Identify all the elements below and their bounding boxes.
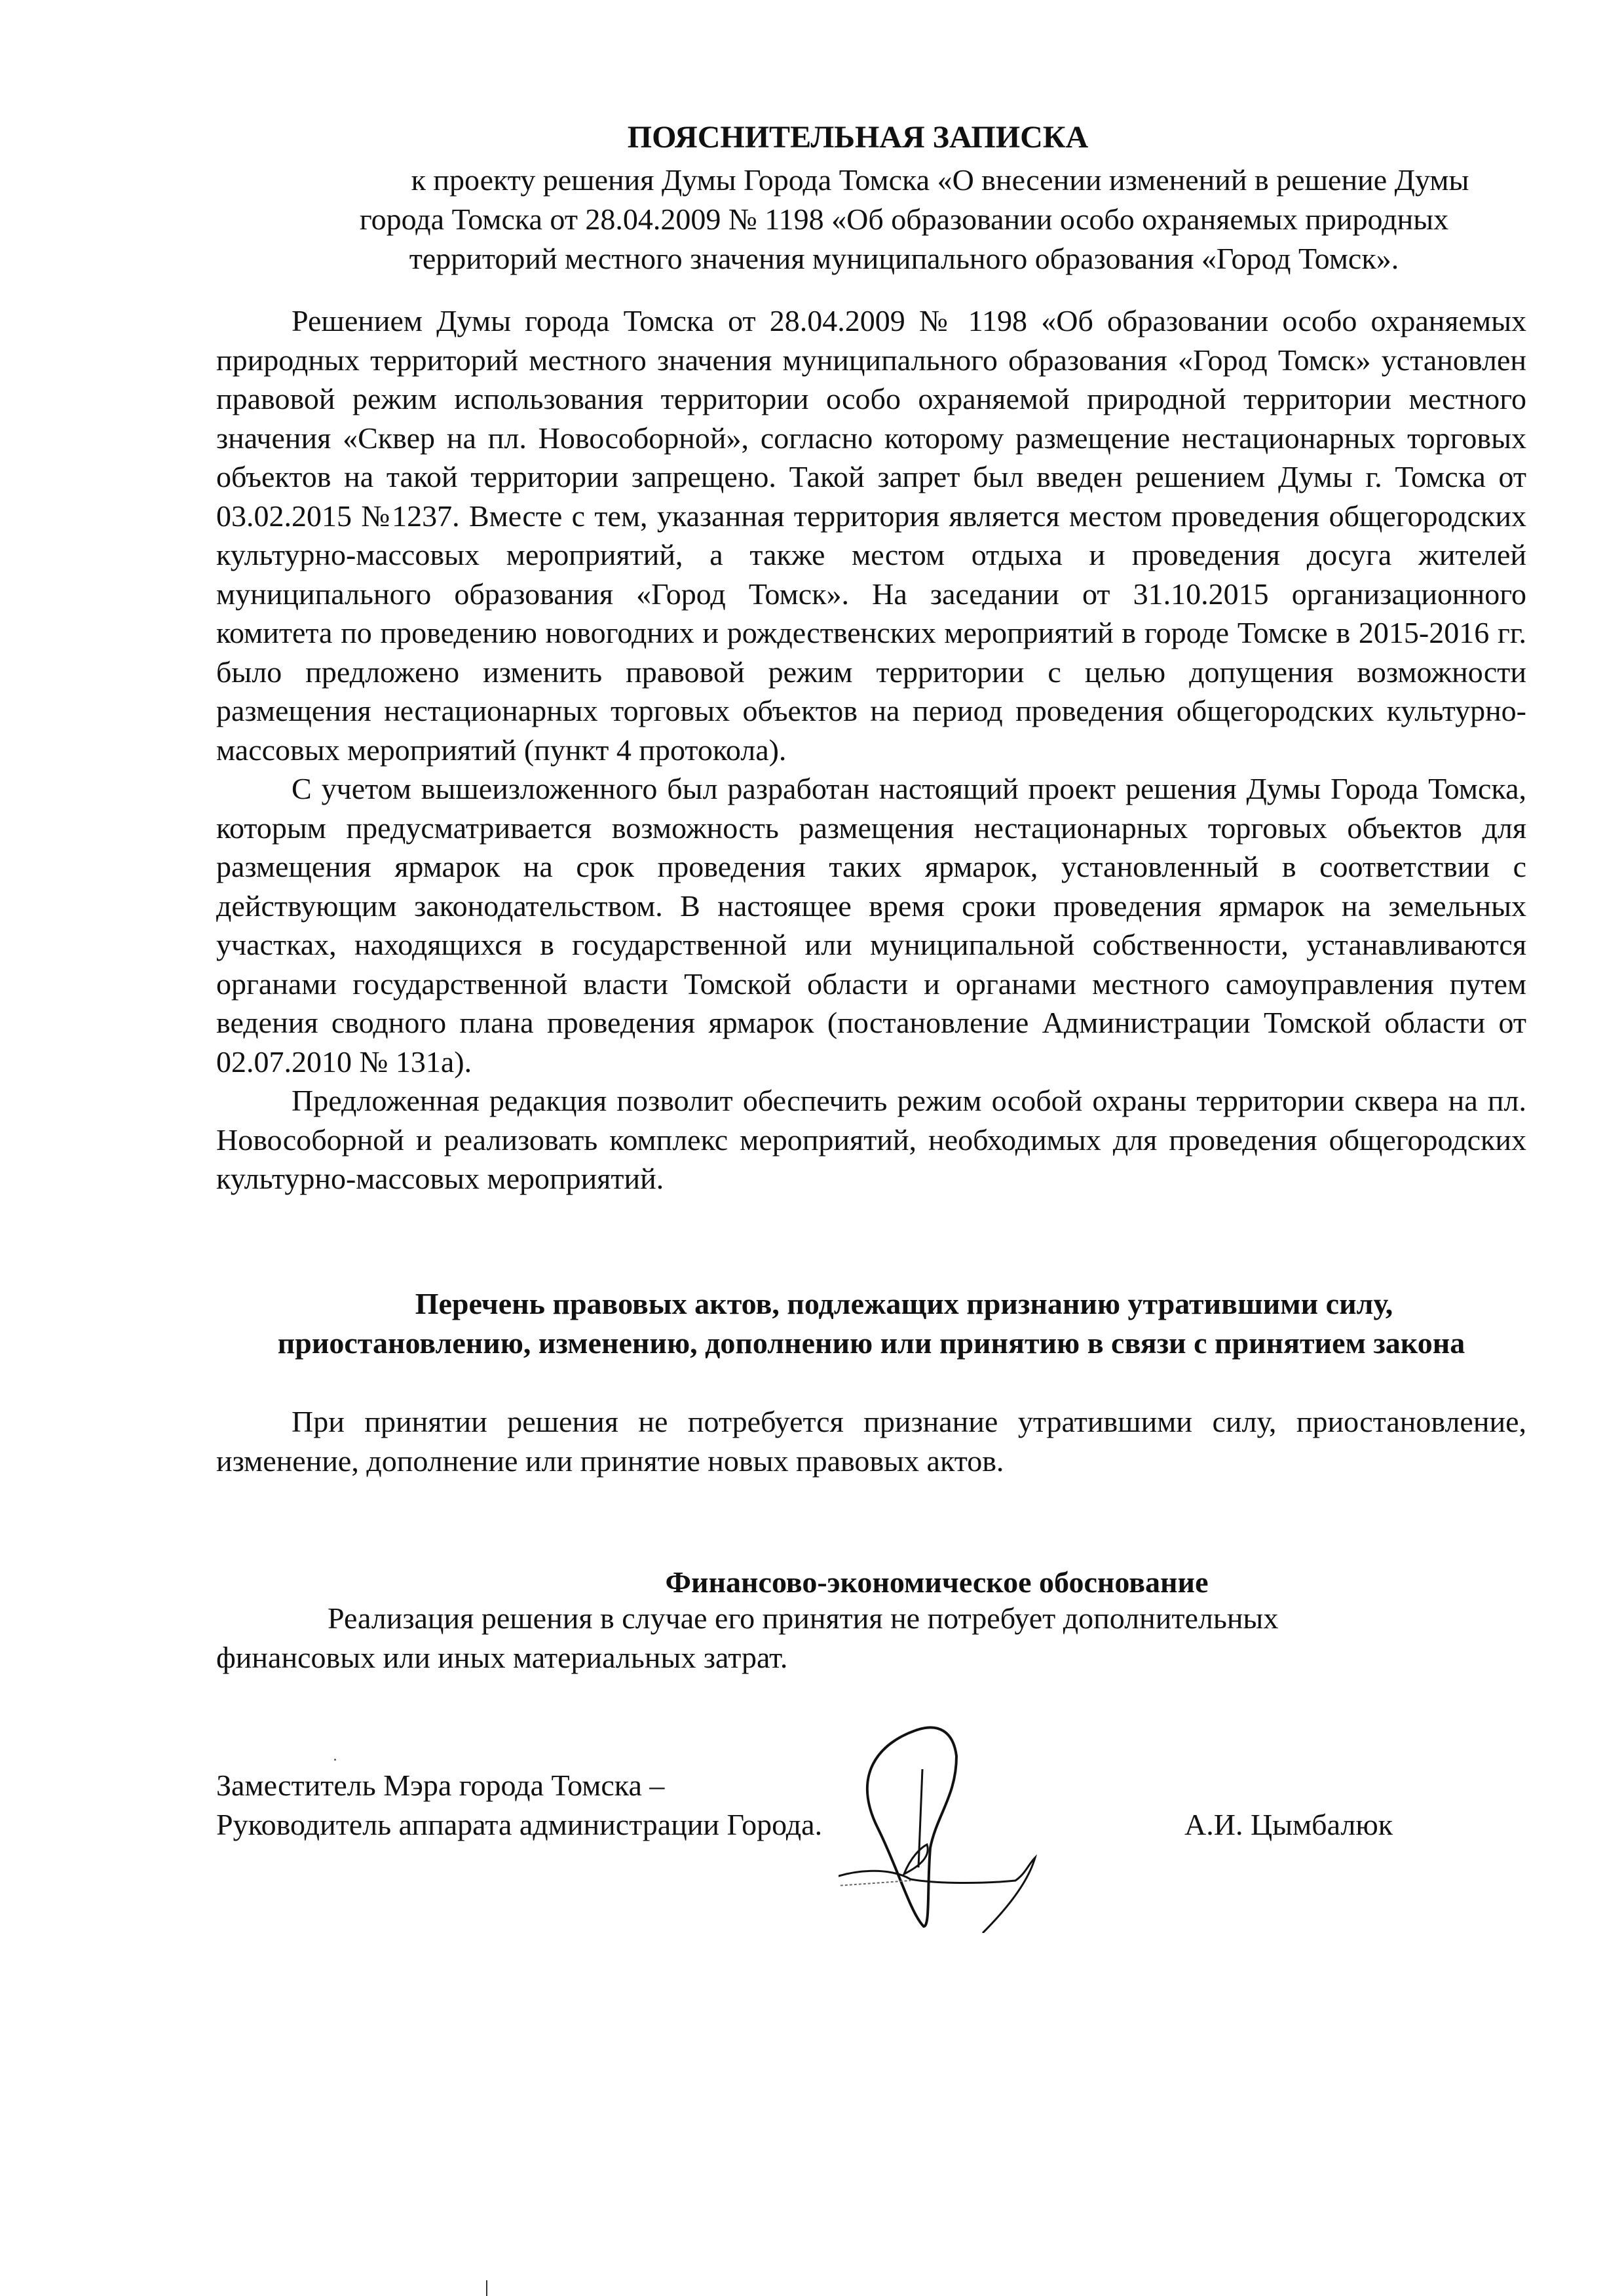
heading-line: приостановлению, изменению, дополнению или принятию в связи с принятием закона — [277, 1326, 1465, 1360]
scan-speck — [334, 1759, 336, 1761]
financial-text — [216, 1599, 1395, 1677]
explanatory-body — [216, 301, 1526, 1198]
position-line: Заместитель Мэра города Томска – — [216, 1769, 665, 1802]
signatory-name: А.И. Цымбалюк — [1184, 1808, 1393, 1841]
legal-acts-section — [216, 1402, 1526, 1480]
financial-heading: Финансово-экономическое обоснование — [665, 1565, 1209, 1599]
position-line: Руководитель аппарата администрации Города. — [216, 1808, 823, 1841]
paragraph-proposal: С учетом вышеизложенного был разработан настоящий проект решения Думы Города Томска, которым предусматривается возможность размещения нестационарных торговых объектов для размещения ярмарок на срок проведения таких ярмарок, установленный в соответствии с действующим законодательством. В настоящее время сроки проведения ярмарок на земельных участках, находящихся в государственной или муниципальной собственности, устанавливаются органами государственной власти Томской области и органами местного самоуправления путем ведения сводного плана проведения ярмарок (постановление Администрации Томской области от 02.07.2010 № 131а). — [216, 772, 1526, 1079]
document-title: ПОЯСНИТЕЛЬНАЯ ЗАПИСКА — [627, 120, 1089, 155]
subtitle-line: города Томска от 28.04.2009 № 1198 «Об образовании особо охраняемых природных — [359, 202, 1449, 236]
legal-acts-text: При принятии решения не потребуется признание утратившими силу, приостановление, изменение, дополнение или принятие новых правовых актов. — [216, 1405, 1526, 1478]
scan-edge-mark — [486, 2280, 487, 2296]
paragraph-background: Решением Думы города Томска от 28.04.2009 № 1198 «Об образовании особо охраняемых природных территорий местного значения муниципального образования «Город Томск» установлен правовой режим использования территории особо охраняемой природной территории местного значения «Сквер на пл. Новособорной», согласно которому размещение нестационарных торговых объектов на такой территории запрещено. Такой запрет был введен решением Думы г. Томска от 03.02.2015 №1237. Вместе с тем, указанная территория является местом проведения общегородских культурно-массовых мероприятий, а также местом отдыха и проведения досуга жителей муниципального образования «Город Томск». На заседании от 31.10.2015 организационного комитета по проведению новогодних и рождественских мероприятий в городе Томске в 2015-2016 гг. было предложено изменить правовой режим территории с целью допущения возможности размещения нестационарных торговых объектов на период проведения общегородских культурно-массовых мероприятий (пункт 4 протокола). — [216, 304, 1526, 767]
heading-line: Перечень правовых актов, подлежащих признанию утратившими силу, — [415, 1287, 1393, 1320]
paragraph-conclusion: Предложенная редакция позволит обеспечить режим особой охраны территории сквера на пл. Новособорной и реализовать комплекс мероприятий, необходимых для проведения общегородских культурно-массовых мероприятий. — [216, 1084, 1526, 1195]
document-subtitle — [262, 161, 1546, 278]
legal-acts-heading — [216, 1284, 1526, 1363]
financial-line: Реализация решения в случае его принятия не потребует дополнительных — [328, 1601, 1279, 1635]
subtitle-line: территорий местного значения муниципального образования «Город Томск». — [409, 242, 1399, 275]
subtitle-line: к проекту решения Думы Города Томска «О внесении изменений в решение Думы — [411, 163, 1469, 197]
signatory-position — [216, 1766, 822, 1845]
financial-line: финансовых или иных материальных затрат. — [216, 1641, 788, 1674]
handwritten-signature-icon — [839, 1717, 1205, 1933]
